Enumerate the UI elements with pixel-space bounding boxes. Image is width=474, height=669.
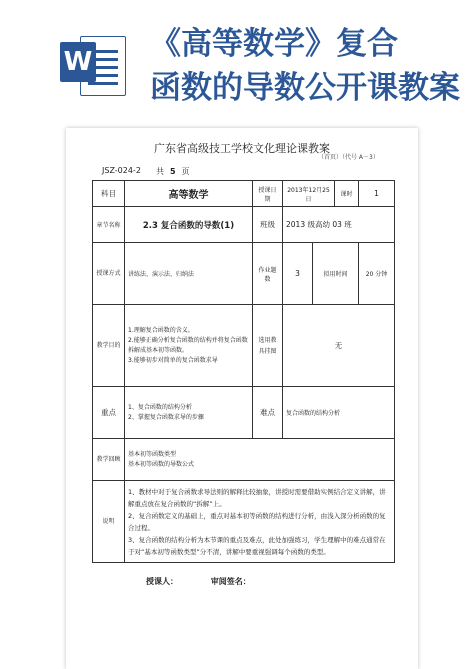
review-item: 基本初等函数的导数公式: [128, 460, 195, 468]
table-row: [93, 305, 395, 387]
banner-title-line1: 《高等数学》复合: [150, 26, 398, 62]
goal-item: 2.能够正确分析复合函数的结构并将复合函数拆解成基本初等函数。: [128, 336, 248, 354]
word-line: [88, 82, 118, 85]
document-number: JSZ-024-2: [102, 166, 141, 175]
hours-label: 课时: [335, 181, 359, 207]
table-row: [93, 481, 395, 563]
key-item: 1、复合函数的结构分析: [128, 403, 192, 411]
key-list: [125, 387, 253, 439]
hours-value: 1: [359, 181, 395, 207]
note-item: 2、复合函数定义的基础上，重点对基本初等函数的结构进行分析，由浅入深分析函数的复合过程。: [128, 511, 386, 532]
goal-item: 1.理解复合函数的含义。: [128, 326, 194, 334]
notes-label: 说明: [93, 481, 125, 563]
word-document-icon: [60, 32, 126, 98]
method-value: 讲练法、演示法、归纳法: [125, 243, 253, 305]
homework-value: 3: [283, 243, 313, 305]
page-count: [156, 166, 190, 177]
subject-value: 高等数学: [125, 181, 253, 207]
banner: [0, 0, 474, 118]
document-title: 广东省高级技工学校文化理论课教案: [154, 142, 330, 155]
page-count-suffix: 页: [181, 167, 190, 176]
document-page: [66, 128, 418, 669]
table-row: [93, 439, 395, 481]
note-item: 3、复合函数的结构分析为本节课的重点及难点，此处加强练习，学生理解中的难点通常在于对“基本初等函数类型”分不清，讲解中要重视强调每个函数的类型。: [128, 535, 386, 556]
reviewer-signature-label: 审阅签名：: [210, 577, 251, 586]
method-label: 授课方式: [93, 243, 125, 305]
class-value: 2013 级高幼 03 班: [283, 207, 395, 243]
key-label: 重点: [93, 387, 125, 439]
review-label: 教学回顾: [93, 439, 125, 481]
teacher-signature-label: 授课人：: [146, 577, 178, 586]
signature-line: [146, 576, 281, 587]
goal-list: [125, 305, 253, 387]
key-item: 2、掌握复合函数求导的步骤: [128, 413, 204, 421]
difficulty-label: 难点: [253, 387, 283, 439]
banner-title-line2: 函数的导数公开课教案: [150, 70, 460, 106]
table-row: [93, 207, 395, 243]
planned-label: 拟用时间: [313, 243, 359, 305]
notes-list: [125, 481, 395, 563]
table-row: [93, 181, 395, 207]
chapter-value: 2.3 复合函数的导数(1): [125, 207, 253, 243]
review-list: [125, 439, 395, 481]
note-item: 1、教材中对于复合函数求导法则的解释比较抽象，讲授时需要借助实例结合定义讲解，讲解重点放在复合函数的“拆解”上。: [128, 487, 386, 508]
table-row: [93, 387, 395, 439]
document-code-tag: （首页）（代号 A－3）: [318, 154, 379, 161]
date-label: 授课日期: [253, 181, 283, 207]
goal-label: 教学目的: [93, 305, 125, 387]
table-row: [93, 243, 395, 305]
lesson-plan-table: [92, 180, 395, 563]
page-count-prefix: 共: [156, 167, 164, 176]
word-badge: W: [60, 42, 96, 82]
difficulty-value: 复合函数的结构分析: [283, 387, 395, 439]
goal-item: 3.能够初步对简单的复合函数求导: [128, 356, 218, 364]
review-item: 基本初等函数类型: [128, 450, 177, 458]
homework-label: 作业题数: [253, 243, 283, 305]
aids-value: 无: [283, 305, 395, 387]
date-value: 2013年12月25日: [283, 181, 335, 207]
planned-value: 20 分钟: [359, 243, 395, 305]
page-count-value: 5: [170, 167, 176, 176]
class-label: 班级: [253, 207, 283, 243]
aids-label: 选用教具挂图: [253, 305, 283, 387]
chapter-label: 章节名称: [93, 207, 125, 243]
subject-label: 科目: [93, 181, 125, 207]
